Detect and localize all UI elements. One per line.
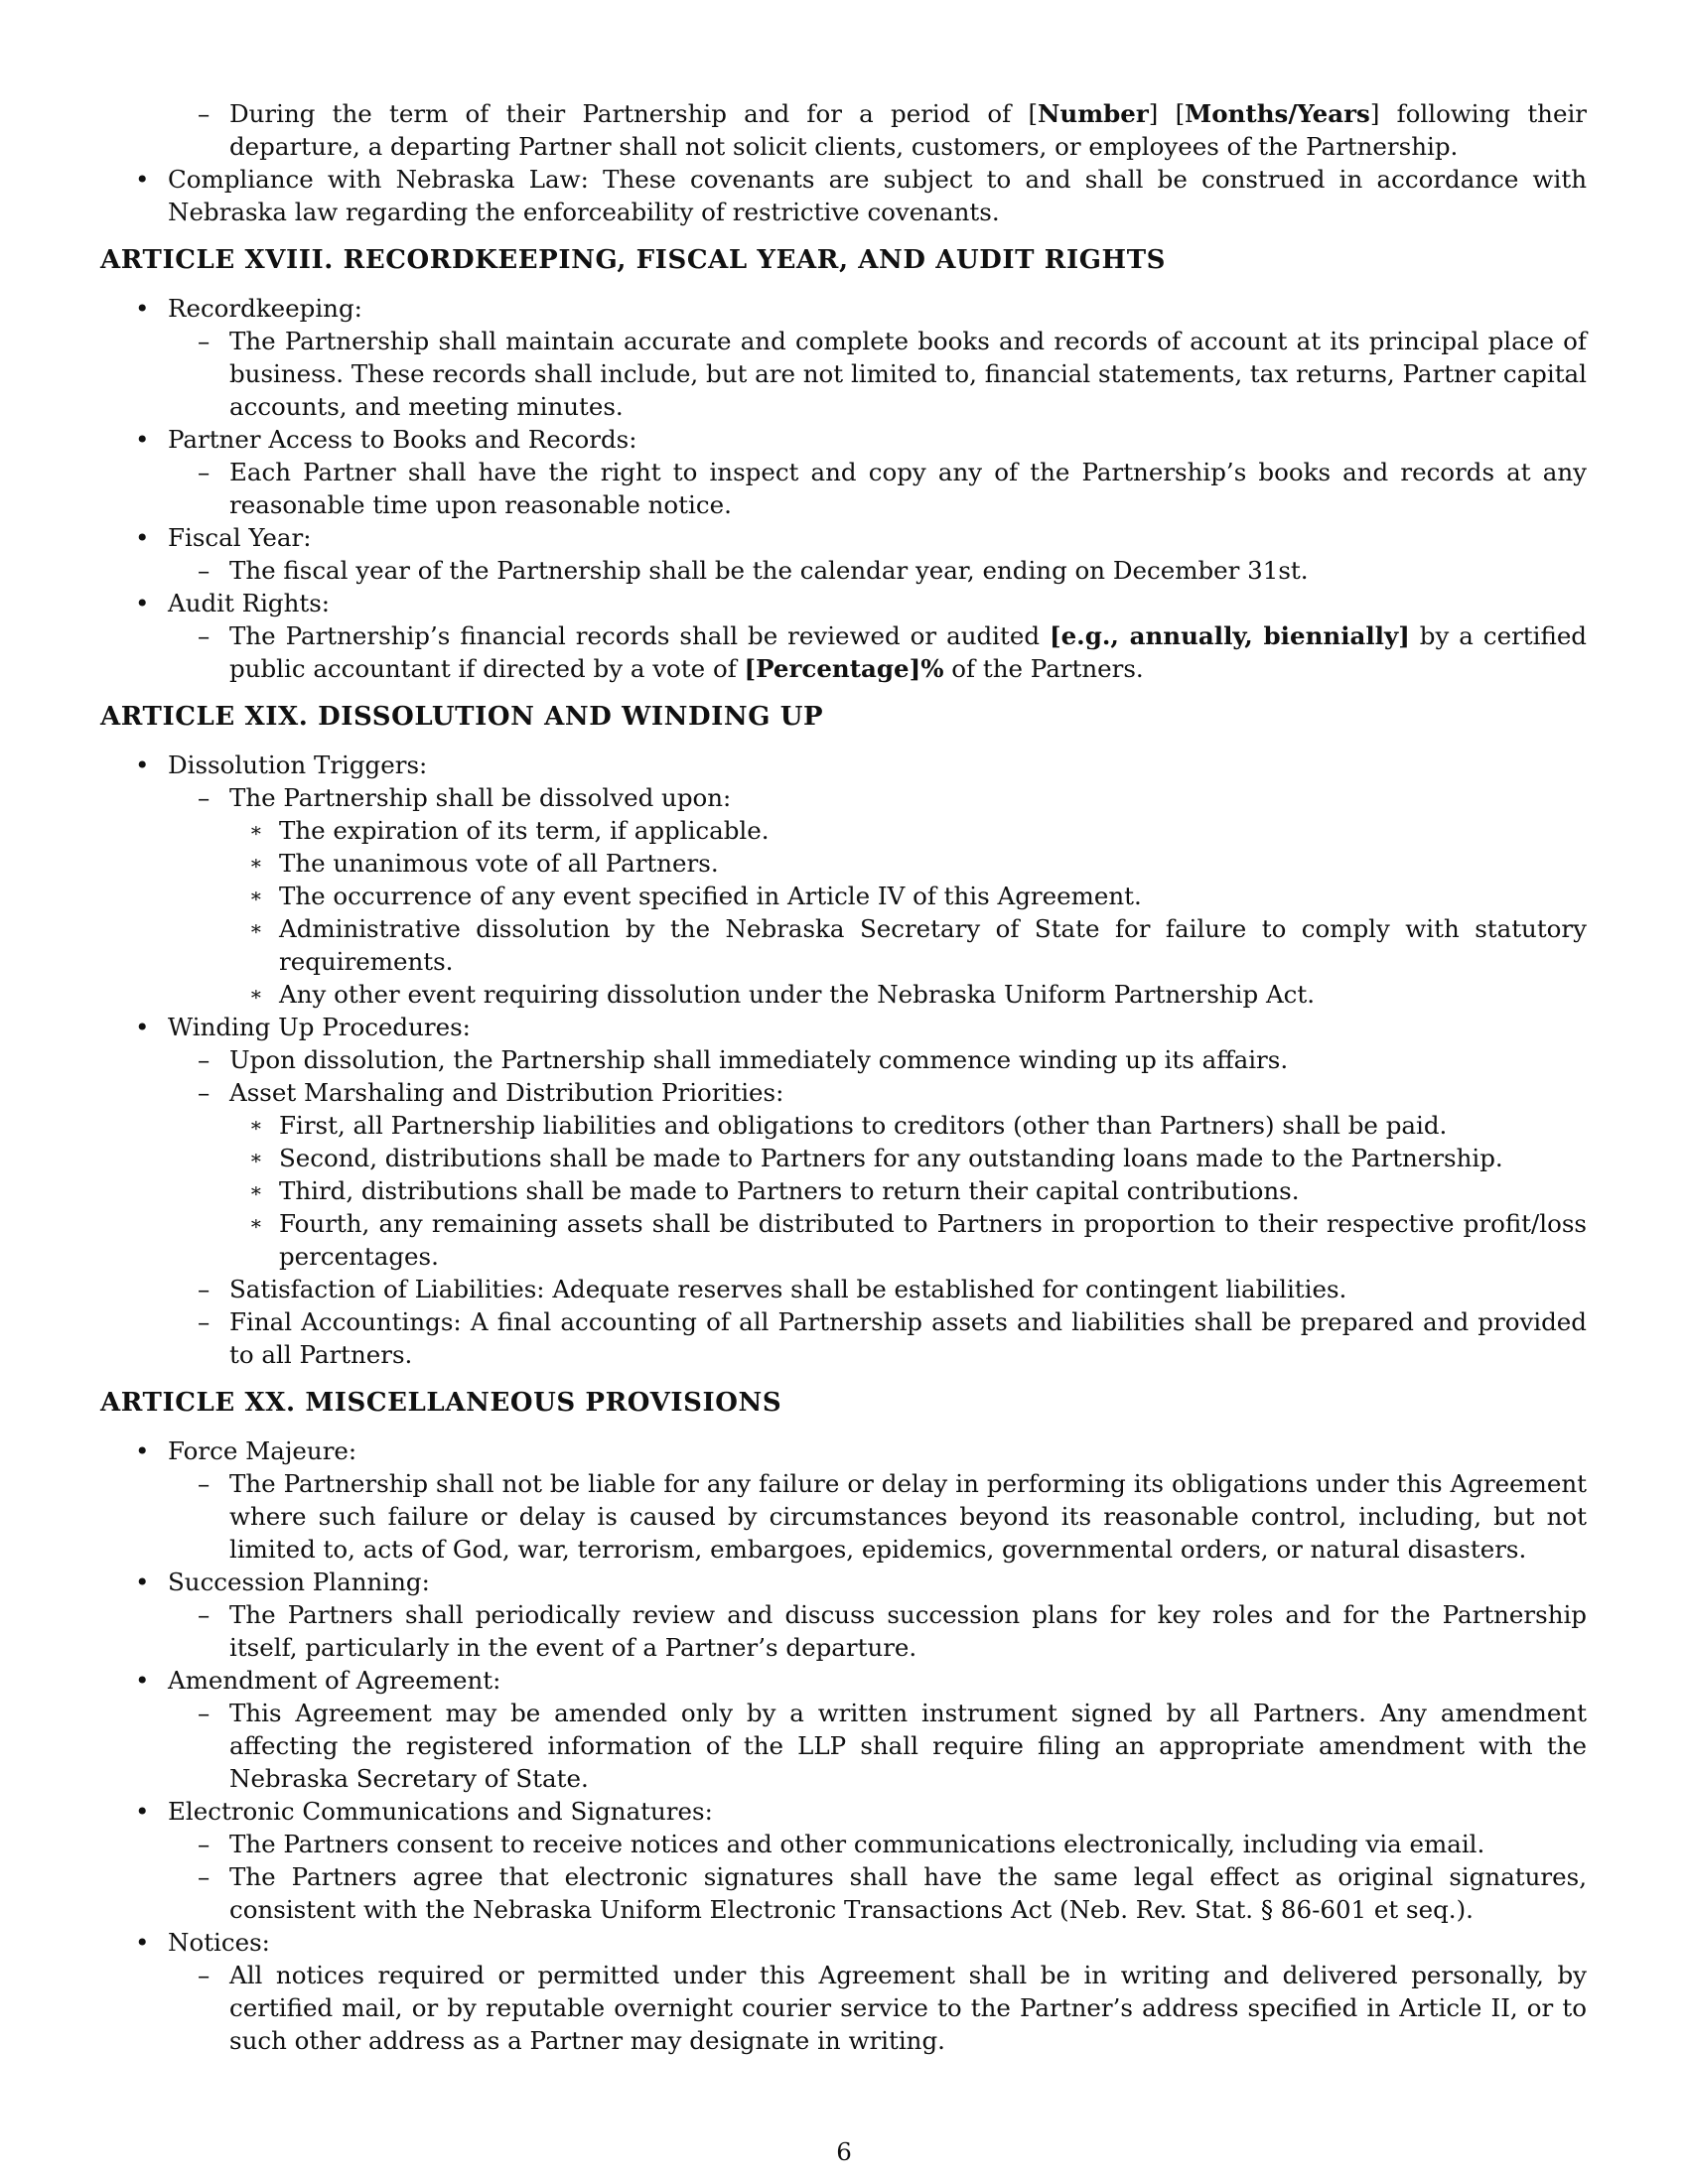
asterisk-marker: ∗	[249, 1211, 263, 1235]
dash-marker: –	[198, 1045, 211, 1074]
list-item: – This Agreement may be amended only by a written instrument signed by all Partners. Any amendment affecting the registered information of the LLP shall require filing an appropriate amendment with the Nebraska Secretary of State.	[198, 1699, 1587, 1793]
asterisk-marker: ∗	[249, 851, 263, 875]
dash-marker: –	[198, 327, 211, 355]
asterisk-marker: ∗	[249, 818, 263, 842]
list-item: – The Partnership shall be dissolved upon:	[198, 783, 732, 812]
bullet-marker: •	[135, 1013, 150, 1041]
list-item: – Each Partner shall have the right to inspect and copy any of the Partnership’s books and records at any reasonable time upon reasonable notice.	[198, 458, 1587, 519]
list-item: – All notices required or permitted under this Agreement shall be in writing and delivered personally, by certified mail, or by reputable overnight courier service to the Partner’s address specified in Article II, or to such other address as a Partner may designate in writing.	[198, 1961, 1587, 2055]
list-item: – The Partners shall periodically review and discuss succession plans for key roles and for the Partnership itself, particularly in the event of a Partner’s departure.	[198, 1600, 1587, 1662]
asterisk-marker: ∗	[249, 1178, 263, 1202]
dash-marker: –	[198, 1078, 211, 1107]
dash-marker: –	[198, 1830, 211, 1858]
bullet-marker: •	[135, 1568, 150, 1596]
list-item: – During the term of their Partnership and for a period of [Number] [Months/Years] following their departure, a departing Partner shall not solicit clients, customers, or employees of the Partnership.	[198, 99, 1588, 161]
article-xix-heading: ARTICLE XIX. DISSOLUTION AND WINDING UP	[100, 702, 824, 732]
dash-marker: –	[198, 556, 211, 585]
list-item: • Recordkeeping:	[135, 294, 362, 323]
list-item: ∗ First, all Partnership liabilities and obligations to creditors (other than Partners) shall be paid.	[249, 1111, 1448, 1140]
list-item: – The fiscal year of the Partnership shall be the calendar year, ending on December 31st.	[198, 556, 1309, 585]
bullet-marker: •	[135, 751, 150, 779]
article-xviii-heading: ARTICLE XVIII. RECORDKEEPING, FISCAL YEAR, AND AUDIT RIGHTS	[100, 245, 1167, 275]
list-item: – Final Accountings: A final accounting of all Partnership assets and liabilities shall be prepared and provided to all Partners.	[198, 1307, 1587, 1369]
dash-marker: –	[198, 1275, 211, 1303]
list-item: – Upon dissolution, the Partnership shall immediately commence winding up its affairs.	[198, 1045, 1289, 1074]
list-item: ∗ Fourth, any remaining assets shall be distributed to Partners in proportion to their respective profit/loss percentages.	[249, 1209, 1587, 1271]
list-item: ∗ The unanimous vote of all Partners.	[249, 849, 719, 878]
document-page	[100, 97, 1587, 2057]
bullet-marker: •	[135, 1436, 150, 1465]
list-item: • Amendment of Agreement:	[135, 1666, 501, 1695]
bullet-marker: •	[135, 294, 150, 323]
dash-marker: –	[198, 1307, 211, 1336]
bullet-marker: •	[135, 165, 150, 194]
dash-marker: –	[198, 458, 211, 486]
asterisk-marker: ∗	[249, 1113, 263, 1137]
list-item: • Force Majeure:	[135, 1436, 357, 1465]
list-item: • Succession Planning:	[135, 1568, 430, 1596]
bullet-marker: •	[135, 589, 150, 617]
list-item: ∗ The occurrence of any event specified in Article IV of this Agreement.	[249, 882, 1142, 910]
list-item: • Fiscal Year:	[135, 523, 312, 552]
dash-marker: –	[198, 1699, 211, 1727]
list-item: • Dissolution Triggers:	[135, 751, 428, 779]
dash-marker: –	[198, 99, 211, 128]
asterisk-marker: ∗	[249, 1146, 263, 1169]
asterisk-marker: ∗	[249, 916, 263, 940]
list-item: – The Partners agree that electronic signatures shall have the same legal effect as original signatures, consistent with the Nebraska Uniform Electronic Transactions Act (Neb. Rev. Stat. § 86-601 et seq.).	[198, 1862, 1587, 1924]
list-item: • Compliance with Nebraska Law: These covenants are subject to and shall be construed in accordance with Nebraska law regarding the enforceability of restrictive covenants.	[135, 165, 1587, 226]
list-item: – Asset Marshaling and Distribution Priorities:	[198, 1078, 784, 1107]
list-item: • Partner Access to Books and Records:	[135, 425, 637, 454]
bullet-marker: •	[135, 1666, 150, 1695]
dash-marker: –	[198, 1961, 211, 1989]
list-item: ∗ Second, distributions shall be made to Partners for any outstanding loans made to the Partnership.	[249, 1144, 1503, 1172]
list-item: • Winding Up Procedures:	[135, 1013, 471, 1041]
bullet-marker: •	[135, 425, 150, 454]
list-item: – Satisfaction of Liabilities: Adequate reserves shall be established for contingent liabilities.	[198, 1275, 1347, 1303]
list-item: ∗ Any other event requiring dissolution under the Nebraska Uniform Partnership Act.	[249, 980, 1316, 1009]
dash-marker: –	[198, 621, 211, 650]
list-item: ∗ The expiration of its term, if applicable.	[249, 816, 770, 845]
list-item: ∗ Administrative dissolution by the Nebraska Secretary of State for failure to comply with statutory requirements.	[249, 914, 1587, 976]
list-item: ∗ Third, distributions shall be made to Partners to return their capital contributions.	[249, 1176, 1300, 1205]
list-item: – The Partnership shall not be liable for any failure or delay in performing its obligations under this Agreement where such failure or delay is caused by circumstances beyond its reasonable control, including, but not limited to, acts of God, war, terrorism, embargoes, epidemics, governmental orders, or natural disasters.	[198, 1469, 1587, 1564]
bullet-marker: •	[135, 523, 150, 552]
asterisk-marker: ∗	[249, 982, 263, 1006]
dash-marker: –	[198, 1862, 211, 1891]
list-item: – The Partnership shall maintain accurate and complete books and records of account at its principal place of business. These records shall include, but are not limited to, financial statements, tax returns, Partner capital accounts, and meeting minutes.	[198, 327, 1587, 421]
list-item: – The Partnership’s financial records shall be reviewed or audited [e.g., annually, biennially] by a certified public accountant if directed by a vote of [Percentage]% of the Partners.	[198, 621, 1587, 683]
bullet-marker: •	[135, 1928, 150, 1957]
list-item: • Notices:	[135, 1928, 270, 1957]
dash-marker: –	[198, 783, 211, 812]
dash-marker: –	[198, 1469, 211, 1498]
dash-marker: –	[198, 1600, 211, 1629]
page-number: 6	[836, 2137, 852, 2166]
asterisk-marker: ∗	[249, 884, 263, 907]
article-xx-heading: ARTICLE XX. MISCELLANEOUS PROVISIONS	[100, 1388, 782, 1418]
list-item: – The Partners consent to receive notices and other communications electronically, including via email.	[198, 1830, 1485, 1858]
bullet-marker: •	[135, 1797, 150, 1826]
list-item: • Electronic Communications and Signatures:	[135, 1797, 713, 1826]
list-item: • Audit Rights:	[135, 589, 331, 617]
